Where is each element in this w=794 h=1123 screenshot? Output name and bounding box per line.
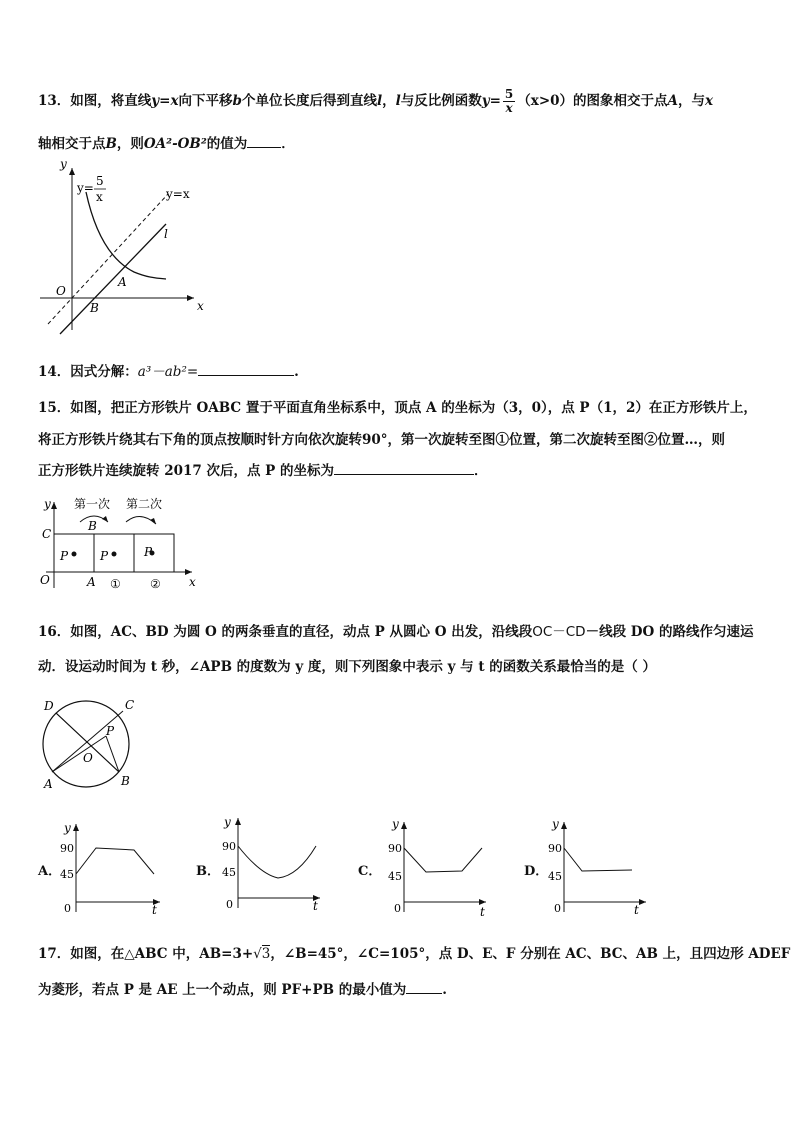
graph-curve [404,848,482,872]
q13-var: x [705,93,714,109]
q17-text: . [442,982,447,998]
q13-var: l [376,93,383,109]
point-p-label: P [100,549,109,563]
tick-0: 0 [226,898,233,911]
sqrt-value: 3 [261,946,271,962]
q14-text: 14．因式分解： [38,364,138,380]
y-axis-arrow [235,818,241,825]
y-label: y [60,158,67,171]
option-c-graph[interactable] [386,814,496,920]
point-c-label: C [42,527,52,541]
point-b-label: B [121,774,130,788]
option-b-graph[interactable] [220,810,330,916]
segment-ap [52,736,106,772]
y-axis-arrow [73,824,79,831]
q13-expr: OA²-OB² [143,136,207,152]
answer-blank [334,474,474,475]
frac-den: x [505,101,513,115]
q13-fraction [503,88,515,115]
x-label: x [197,299,204,313]
curve-label: y= [77,181,94,195]
q17-text: 为菱形，若点 P 是 AE 上一个动点，则 PF+PB 的最小值为 [38,982,407,998]
origin-label: O [56,284,66,298]
q13-text: 的图象相交于点 [573,93,668,109]
option-d-graph[interactable] [546,814,656,920]
tick-90: 90 [548,842,562,855]
x-label: x [189,575,196,589]
graph-curve [564,848,632,871]
tick-90: 90 [388,842,402,855]
graph-curve [238,846,316,878]
q13-var: l [395,93,401,109]
y-label: y [44,497,51,511]
option-d-label[interactable]: D． [524,864,549,879]
first-rotation-label: 第一次 [74,497,111,511]
q13-var: A [667,93,679,109]
q15-line3 [38,459,488,479]
second-rotation-label: 第二次 [126,497,163,511]
q15-line1: 15．如图，把正方形铁片 OABC 置于平面直角坐标系中，顶点 A 的坐标为（3，0），点 P（1，2）在正方形铁片上， [38,400,757,416]
t-label: t [152,903,157,917]
tick-90: 90 [60,842,74,855]
answer-blank [406,993,442,994]
y-axis-arrow [561,822,567,829]
point-b-label: B [88,519,97,533]
point-p-label: P [144,545,153,559]
y-label: y [552,817,559,831]
curve-label-den: x [96,190,103,204]
q17-text: ，∠B=45°，∠C=105°，点 D、E、F 分别在 AC、BC、AB 上，且四边形 ADEF [270,946,791,962]
point-p-label: P [106,724,115,738]
center-o-label: O [83,751,93,765]
q16-text: 16．如图，AC、BD 为圆 O 的两条垂直的直径，动点 P 从圆心 O 出发，沿线段 [38,624,533,640]
curve-label-num: 5 [96,174,104,188]
q13-figure [34,158,214,338]
q15-line2: 将正方形铁片绕其右下角的顶点按顺时针方向依次旋转90°，第一次旋转至图①位置，第二次旋转至图②位置…，则 [38,432,726,448]
tick-0: 0 [554,902,561,915]
option-a-label[interactable]: A． [38,864,62,879]
q13-line1 [38,88,713,115]
x-axis-arrow [187,295,194,301]
origin-label: O [40,573,50,587]
t-label: t [313,899,318,913]
point-p-dot [112,552,117,557]
q14-expr: a³－ab²= [137,364,199,380]
q13-text: ． [281,136,295,152]
point-d-label: D [44,699,54,713]
point-a-label: A [44,777,53,791]
q15-figure [36,492,206,592]
q16-line2: 动．设运动时间为 t 秒，∠APB 的度数为 y 度，则下列图象中表示 y 与 t 的函数关系最恰当的是（ ） [38,659,657,675]
tick-45: 45 [548,870,562,883]
tick-0: 0 [64,902,71,915]
segment-pb [106,736,119,772]
q17-line1 [38,942,790,962]
point-b-label: B [90,301,99,315]
q13-text: ， [382,93,396,109]
point-a-label: A [118,275,127,289]
q13-text: 的值为 [206,136,248,152]
q13-line2 [38,132,295,152]
q17-line2 [38,978,447,998]
answer-blank [198,375,294,376]
y-label: y [392,817,399,831]
answer-blank [247,147,281,148]
frac-num: 5 [504,87,514,101]
circle-o [43,701,129,787]
t-label: t [634,903,639,917]
q13-eq: y=x [151,93,179,109]
q16-line1 [38,620,753,640]
y-axis-arrow [51,502,57,509]
q13-text: ，则 [116,136,144,152]
q15-text: 正方形铁片连续旋转 2017 次后，点 P 的坐标为 [38,463,335,479]
q13-text: 轴相交于点 [38,136,106,152]
tick-90: 90 [222,840,236,853]
option-a-graph[interactable] [58,816,168,918]
tick-45: 45 [60,868,74,881]
y-label: y [64,821,71,835]
q13-text: ，与 [678,93,706,109]
q13-cond: （x>0） [517,93,574,109]
q13-func: y= [481,93,501,109]
q17-text: 17．如图，在△ABC 中，AB=3+ [38,946,254,962]
option-c-label[interactable]: C． [358,864,382,879]
point-p-dot [72,552,77,557]
q16-text: －线段 DO 的路线作匀速运 [585,624,754,640]
sqrt-symbol: √ [253,946,262,962]
position-1-label: ① [110,577,121,591]
y-axis-arrow [69,168,75,175]
point-c-label: C [125,698,135,712]
option-b-label[interactable]: B． [196,864,220,879]
q13-var: b [232,93,242,109]
q15-text: ． [474,463,488,479]
q13-text: 向下平移 [178,93,233,109]
graph-curve [76,848,154,874]
rotation-arrowhead [102,516,108,522]
tick-45: 45 [388,870,402,883]
q13-var: B [105,136,117,152]
t-axis-arrow [639,899,646,905]
t-label: t [480,905,485,919]
q13-text: 与反比例函数 [400,93,482,109]
point-a-label: A [87,575,96,589]
y-label: y [224,815,231,829]
q16-path: OC－CD [532,624,586,640]
line-yx-label: y=x [166,187,190,201]
point-p-label: P [60,549,69,563]
tick-0: 0 [394,902,401,915]
line-l-label: l [164,227,168,241]
line-l [60,224,166,334]
y-axis-arrow [401,822,407,829]
rotation-arrowhead [150,518,156,524]
q16-circle-figure [36,694,146,794]
q13-text: 13．如图，将直线 [38,93,152,109]
q13-text: 个单位长度后得到直线 [241,93,377,109]
position-2-label: ② [150,577,161,591]
q14-text: . [294,364,299,380]
q14-line [38,360,299,380]
tick-45: 45 [222,866,236,879]
line-y-equals-x [48,194,168,324]
